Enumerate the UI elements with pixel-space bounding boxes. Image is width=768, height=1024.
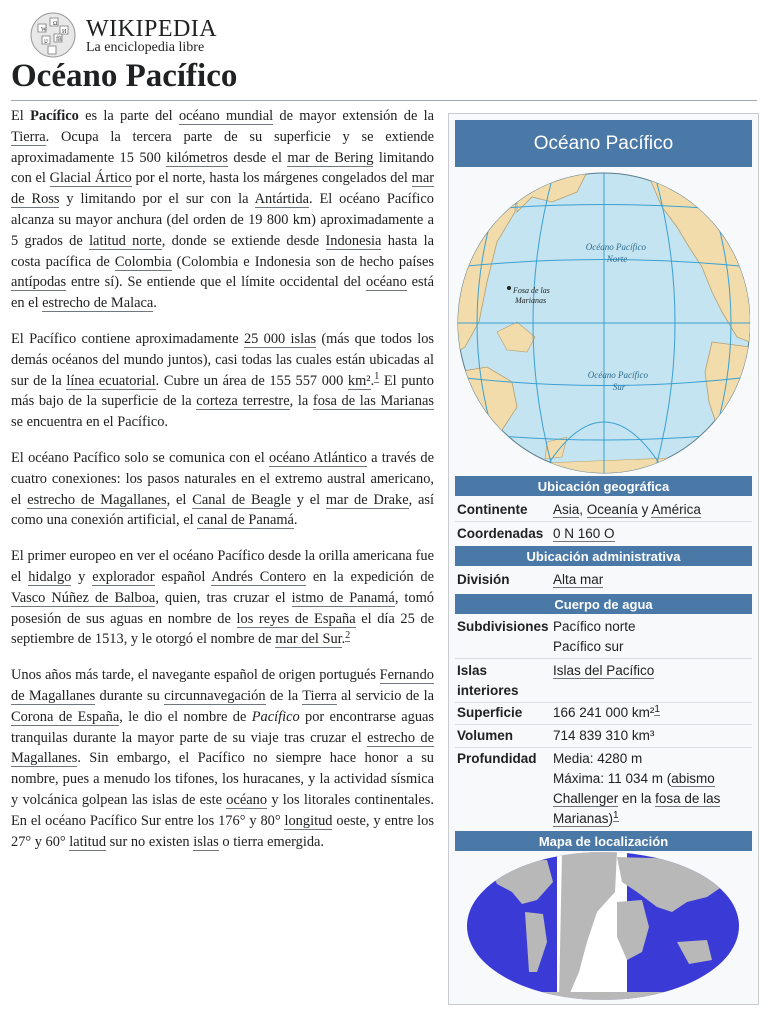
link-corteza-terrestre[interactable]: corteza terrestre <box>196 393 290 410</box>
text: en la expedición de <box>306 568 435 585</box>
wikipedia-tagline: La enciclopedia libre <box>86 40 205 55</box>
link-canal-de-panama[interactable]: canal de Panamá <box>197 512 294 529</box>
reference-1[interactable]: 1 <box>374 370 380 382</box>
text: . Ocupa la tercera parte de su superficie y se extiende aproximadamente 15 500 <box>11 128 434 166</box>
text: en la <box>618 791 656 806</box>
bold-term: Pacífico <box>30 108 79 124</box>
link-mar-de-drake[interactable]: mar de Drake <box>325 491 409 508</box>
map-label-south-2: Sur <box>612 382 626 392</box>
text: de mayor extensión de la <box>273 108 435 124</box>
row-divider <box>455 658 752 659</box>
link-corona-de-espana[interactable]: Corona de España <box>11 708 120 725</box>
text: , <box>579 502 587 517</box>
link-linea-ecuatorial[interactable]: línea ecuatorial <box>66 372 156 389</box>
value-division <box>553 570 749 590</box>
link-mar-del-sur[interactable]: mar del Sur <box>275 631 342 648</box>
label-subdivisiones: Subdivisiones <box>457 619 549 634</box>
reference-2[interactable]: 2 <box>345 629 351 641</box>
row-divider <box>455 521 752 522</box>
link-oceano-atlantico[interactable]: océano Atlántico <box>269 449 367 466</box>
text: ) <box>608 811 614 826</box>
svg-text:И: И <box>62 29 67 35</box>
svg-text:W: W <box>41 27 47 33</box>
link-islas[interactable]: islas <box>193 833 219 850</box>
value-profundidad <box>553 749 749 829</box>
wikipedia-wordmark: WIKIPEDIA <box>86 16 218 42</box>
text: El <box>11 108 31 124</box>
text: . <box>293 512 298 529</box>
text: y limitando por el sur con la <box>59 191 255 208</box>
profundidad-media: Media: 4280 m <box>553 751 643 766</box>
link-andres-contero[interactable]: Andrés Contero <box>211 568 307 585</box>
row-divider <box>455 747 752 748</box>
label-division: División <box>457 572 510 587</box>
text: entre sí). Se entiende que el límite occidental del <box>66 274 367 291</box>
world-location-map[interactable] <box>467 852 739 1000</box>
link-america[interactable]: América <box>651 502 701 517</box>
text: por encontrarse aguas tranquilas durante la mayor parte de su viaje tras cruzar el <box>11 708 435 746</box>
map-label-trench <box>512 286 552 305</box>
label-superficie: Superficie <box>457 705 523 720</box>
link-asia[interactable]: Asia <box>553 502 580 517</box>
profundidad-line4 <box>553 809 749 829</box>
link-marianas[interactable]: Marianas <box>553 811 609 826</box>
link-alta-mar[interactable]: Alta mar <box>553 572 604 587</box>
link-estrecho-de-magallanes-2[interactable]: estrecho de Magallanes <box>11 729 434 767</box>
link-estrecho-de-malaca[interactable]: estrecho de Malaca <box>42 295 154 312</box>
section-ubicacion-geografica: Ubicación geográfica <box>455 476 752 496</box>
link-kilometros[interactable]: kilómetros <box>166 149 228 166</box>
text: y el <box>290 491 326 508</box>
text: está en el <box>11 274 434 312</box>
link-colombia[interactable]: Colombia <box>114 253 172 270</box>
map-label-trench-1: Fosa de las <box>513 286 550 295</box>
label-volumen: Volumen <box>457 728 514 743</box>
link-vasco-nunez-de-balboa[interactable]: Vasco Núñez de Balboa <box>11 589 156 606</box>
profundidad-line3 <box>553 789 749 809</box>
text: limitando con el <box>11 149 435 187</box>
paragraph-4 <box>11 546 434 650</box>
link-tierra[interactable]: Tierra <box>11 128 46 145</box>
infobox <box>448 113 759 1005</box>
wikipedia-globe-icon <box>28 10 78 60</box>
text: hasta la costa pacífica de <box>11 232 435 270</box>
link-oceania[interactable]: Oceanía <box>586 502 638 517</box>
link-canal-de-beagle[interactable]: Canal de Beagle <box>192 491 291 508</box>
link-indonesia[interactable]: Indonesia <box>325 232 382 249</box>
link-km2[interactable]: km² <box>347 372 371 389</box>
link-hidalgo[interactable]: hidalgo <box>28 568 72 585</box>
section-ubicacion-administrativa: Ubicación administrativa <box>455 546 752 566</box>
label-profundidad: Profundidad <box>457 751 537 766</box>
row-divider <box>455 724 752 725</box>
link-los-reyes-de-espana[interactable]: los reyes de España <box>236 610 356 627</box>
text: oeste, y entre los 27° y 60° <box>11 812 434 850</box>
value-islas-interiores <box>553 661 749 681</box>
link-fosa-de-las[interactable]: fosa de las <box>655 791 721 806</box>
svg-text:維: 維 <box>56 37 63 43</box>
text: . Sin embargo, el Pacífico no siempre hace honor a su nombre, pues a menudo los tifones, los huracanes, y la actividad sísmica y volcánica golpean las islas de este <box>11 750 434 808</box>
infobox-title: Océano Pacífico <box>455 120 752 167</box>
link-oceano-mundial[interactable]: océano mundial <box>178 108 274 124</box>
text: español <box>154 568 212 585</box>
text: y <box>637 502 652 517</box>
text: El punto más bajo de la superficie de la <box>11 372 434 410</box>
text: , tomó posesión de sus aguas en nombre de <box>11 589 435 627</box>
subdivision-north: Pacífico norte <box>553 619 636 634</box>
text: . <box>341 631 346 648</box>
link-latitud[interactable]: latitud <box>69 833 107 850</box>
value-superficie <box>553 703 749 723</box>
paragraph-3 <box>11 448 434 531</box>
map-label-north-2: Norte <box>606 254 628 264</box>
italic-term: Pacífico <box>251 708 300 725</box>
text: , la <box>289 393 313 410</box>
text: Máxima: 11 034 m ( <box>553 771 672 786</box>
link-antartida[interactable]: Antártida <box>254 191 309 208</box>
link-islas-del-pacifico[interactable]: Islas del Pacífico <box>553 663 655 678</box>
link-challenger[interactable]: Challenger <box>553 791 619 806</box>
paragraph-1 <box>11 106 434 314</box>
label-continente: Continente <box>457 502 528 517</box>
section-cuerpo-de-agua: Cuerpo de agua <box>455 594 752 614</box>
link-tierra-2[interactable]: Tierra <box>302 687 337 704</box>
text: Unos años más tarde, el navegante español de origen portugués <box>11 667 380 684</box>
text: . <box>153 295 157 312</box>
text: . Cubre un área de 155 557 000 <box>155 372 348 389</box>
link-antipodas[interactable]: antípodas <box>11 274 67 291</box>
superficie-value: 166 241 000 km² <box>553 705 655 720</box>
trench-marker-icon <box>507 286 511 290</box>
label-islas-line2: interiores <box>457 683 519 698</box>
link-25000-islas[interactable]: 25 000 islas <box>243 330 317 347</box>
pacific-ocean-globe-map[interactable] <box>457 172 750 474</box>
link-oceano-2[interactable]: océano <box>226 791 268 808</box>
text: , el <box>166 491 193 508</box>
text: sur no existen <box>106 833 194 850</box>
text: . El océano Pacífico alcanza su mayor anchura (del orden de 19 800 km) aproximadamente a 5 grados de <box>11 191 434 249</box>
value-subdivisiones <box>553 617 749 657</box>
text: . <box>370 372 375 389</box>
text: se encuentra en el Pacífico. <box>11 414 169 431</box>
title-divider <box>11 100 757 101</box>
text: desde el <box>227 149 288 166</box>
text: (más que todos los demás océanos del mundo juntos), casi todas las cuales están ubicadas al sur de la <box>11 330 434 389</box>
article-body <box>11 106 434 867</box>
text: El océano Pacífico solo se comunica con el <box>11 449 270 466</box>
map-label-north-1: Océano Pacífico <box>585 242 646 252</box>
label-islas-line1: Islas <box>457 663 488 678</box>
link-istmo-de-panama[interactable]: istmo de Panamá <box>291 589 395 606</box>
subdivision-south: Pacífico sur <box>553 639 624 654</box>
profundidad-maxima <box>553 769 749 789</box>
svg-text:Ω: Ω <box>53 21 58 27</box>
text: o tierra emergida. <box>218 833 325 850</box>
profundidad-reference[interactable]: 1 <box>613 809 619 821</box>
text: durante su <box>95 687 165 704</box>
text: al servicio de la <box>336 687 434 704</box>
link-mar-de-ross[interactable]: mar de Ross <box>11 170 435 208</box>
link-mar-de-bering[interactable]: mar de Bering <box>287 149 374 166</box>
text: y <box>71 568 93 585</box>
text: , quien, tras cruzar el <box>155 589 292 606</box>
link-glacial-artico[interactable]: Glacial Ártico <box>49 170 132 187</box>
value-coordenadas <box>553 524 749 544</box>
link-fernando-de-magallanes[interactable]: Fernando de Magallanes <box>11 667 434 704</box>
text: a través de cuatro conexiones: los pasos naturales en el extremo austral americano, el <box>11 449 435 508</box>
paragraph-2 <box>11 329 434 433</box>
text: el día 25 de septiembre de 1513, y le otorgó el nombre de <box>11 610 434 648</box>
link-oceano[interactable]: océano <box>366 274 407 291</box>
link-fosa-de-las-marianas[interactable]: fosa de las Marianas <box>312 393 434 410</box>
map-label-south-1: Océano Pacífico <box>587 370 648 380</box>
label-islas-interiores <box>457 661 552 701</box>
text: , le dio el nombre de <box>119 708 252 725</box>
value-continente <box>553 500 749 520</box>
text: , así como una conexión artificial, el <box>11 491 434 529</box>
superficie-reference[interactable]: 1 <box>654 703 660 715</box>
text: , donde se extiende desde <box>161 232 326 249</box>
link-circunnavegacion[interactable]: circunnavegación <box>164 687 266 704</box>
text: El primer europeo en ver el océano Pacífico desde la orilla americana fue el <box>11 548 434 585</box>
value-volumen: 714 839 310 km³ <box>553 728 655 743</box>
map-label-trench-2: Marianas <box>515 296 547 305</box>
section-mapa-de-localizacion: Mapa de localización <box>455 831 752 851</box>
text: y los litorales continentales. En el océano Pacífico Sur entre los 176° y 80° <box>11 791 434 829</box>
text: El Pacífico contiene aproximadamente <box>11 330 244 347</box>
link-estrecho-de-magallanes[interactable]: estrecho de Magallanes <box>27 491 167 508</box>
link-latitud-norte[interactable]: latitud norte <box>89 232 162 249</box>
link-abismo[interactable]: abismo <box>671 771 715 786</box>
text: (Colombia e Indonesia son de hecho países <box>171 253 434 270</box>
text: es la parte del <box>78 108 179 124</box>
label-coordenadas: Coordenadas <box>457 526 544 541</box>
page-title: Océano Pacífico <box>11 58 238 94</box>
link-longitud[interactable]: longitud <box>284 812 333 829</box>
link-coordenadas[interactable]: 0 N 160 O <box>553 526 615 541</box>
paragraph-5 <box>11 665 434 852</box>
text: de la <box>265 687 303 704</box>
wikipedia-logo[interactable] <box>28 10 228 60</box>
svg-text:ש: ש <box>44 39 49 45</box>
text: por el norte, hasta los márgenes congelados del <box>131 170 412 187</box>
link-explorador[interactable]: explorador <box>92 568 155 585</box>
